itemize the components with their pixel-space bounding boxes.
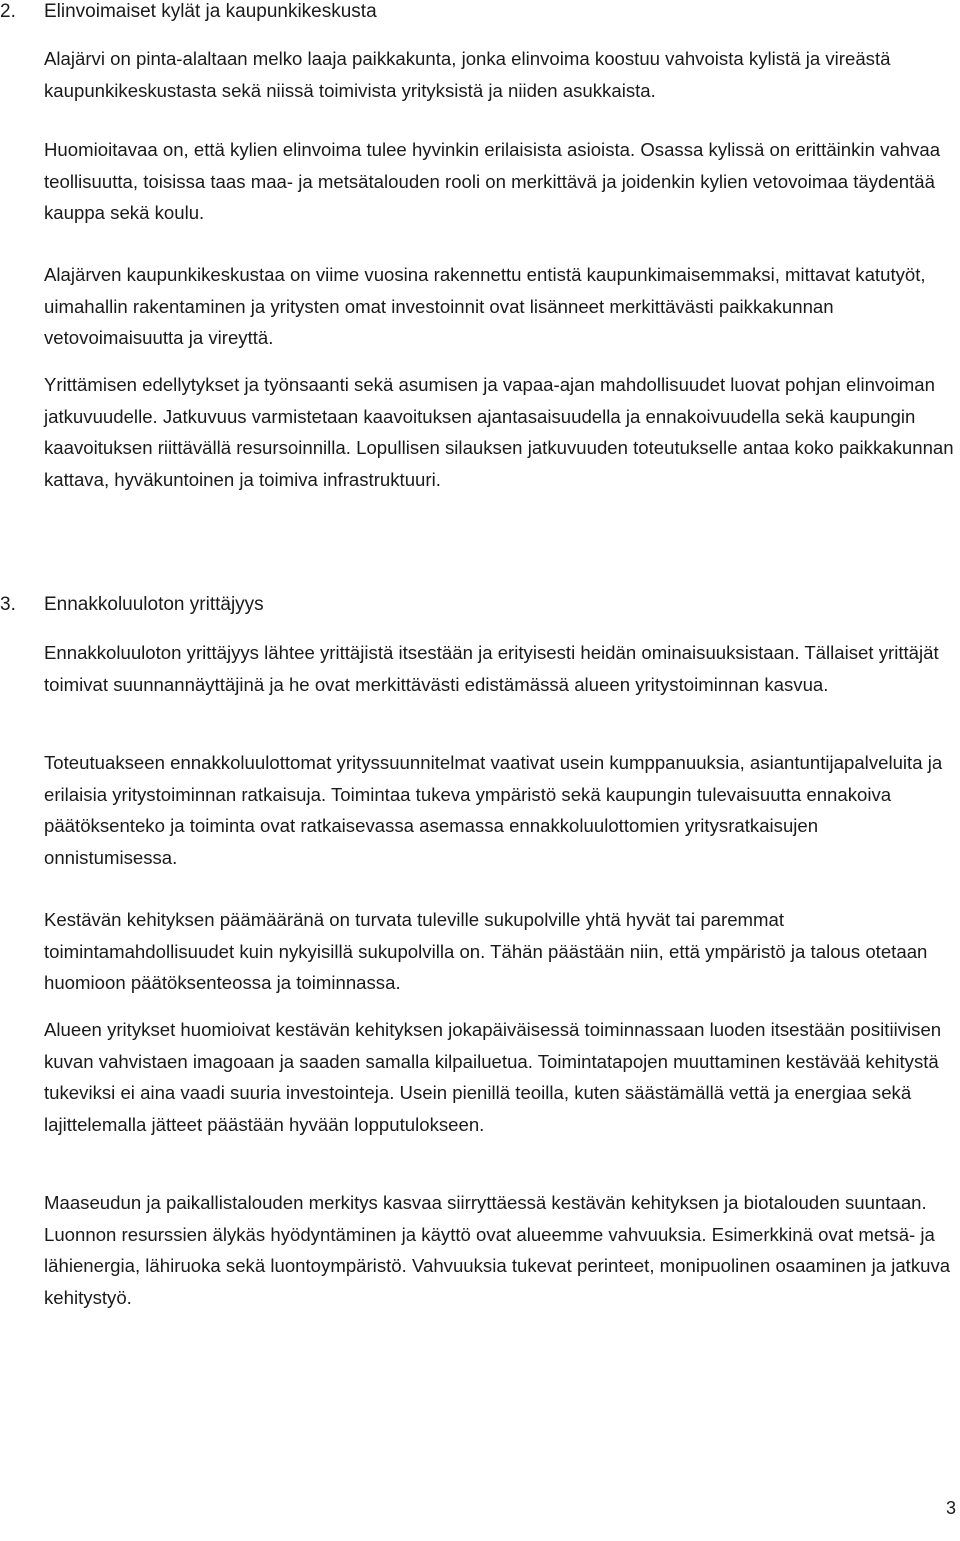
section-3-number: 3. <box>0 594 16 615</box>
section-3-paragraph-1: Ennakkoluuloton yrittäjyys lähtee yrittäjistä itsestään ja erityisesti heidän ominaisuuksistaan. Tällaiset yrittäjät toimivat suunnannäyttäjinä ja he ovat merkittävästi edistämässä alueen yritystoiminnan kasvua. <box>44 642 939 695</box>
section-2-heading <box>0 0 377 24</box>
section-3-paragraph-4: Alueen yritykset huomioivat kestävän kehityksen jokapäiväisessä toiminnassaan luoden itsestään positiivisen kuvan vahvistaen imagoaan ja saaden samalla kilpailuetua. Toimintatapojen muuttaminen kestävää kehitystä tukeviksi ei aina vaadi suuria investointeja. Usein pienillä teoilla, kuten säästämällä vettä ja energiaa sekä lajittelemalla jätteet päästään hyvään lopputulokseen. <box>44 1019 942 1135</box>
section-3-heading <box>0 593 264 617</box>
section-2-paragraph-3: Alajärven kaupunkikeskustaa on viime vuosina rakennettu entistä kaupunkimaisemmaksi, mittavat katutyöt, uimahallin rakentaminen ja yritysten omat investoinnit ovat lisänneet merkittävästi paikkakunnan vetovoimaisuutta ja vireyttä. <box>44 264 926 348</box>
section-3-title: Ennakkoluuloton yrittäjyys <box>44 594 264 615</box>
section-2-number: 2. <box>0 1 16 22</box>
section-2-paragraph-2: Huomioitavaa on, että kylien elinvoima tulee hyvinkin erilaisista asioista. Osassa kylissä on erittäinkin vahvaa teollisuutta, toisissa taas maa- ja metsätalouden rooli on merkittävä ja joidenkin kylien vetovoimaa täydentää kauppa sekä koulu. <box>44 139 941 223</box>
page-number: 3 <box>945 1498 956 1518</box>
section-2-paragraph-4: Yrittämisen edellytykset ja työnsaanti sekä asumisen ja vapaa-ajan mahdollisuudet luovat pohjan elinvoiman jatkuvuudelle. Jatkuvuus varmistetaan kaavoituksen ajantasaisuudella ja ennakoivuudella sekä kaupungin kaavoituksen riittävällä resursoinnilla. Lopullisen silauksen jatkuvuuden toteutukselle antaa koko paikkakunnan kattava, hyväkuntoinen ja toimiva infrastruktuuri. <box>44 374 954 490</box>
section-2-title: Elinvoimaiset kylät ja kaupunkikeskusta <box>44 1 377 22</box>
section-3-paragraph-3: Kestävän kehityksen päämääränä on turvata tuleville sukupolville yhtä hyvät tai paremmat toimintamahdollisuudet kuin nykyisillä sukupolvilla on. Tähän päästään niin, että ympäristö ja talous otetaan huomioon päätöksenteossa ja toiminnassa. <box>44 909 928 993</box>
section-3-paragraph-5: Maaseudun ja paikallistalouden merkitys kasvaa siirryttäessä kestävän kehityksen ja biotalouden suuntaan. Luonnon resurssien älykäs hyödyntäminen ja käyttö ovat alueemme vahvuuksia. Esimerkkinä ovat metsä- ja lähienergia, lähiruoka sekä luontoympäristö. Vahvuuksia tukevat perinteet, monipuolinen osaaminen ja jatkuva kehitystyö. <box>44 1192 951 1308</box>
section-2-paragraph-1: Alajärvi on pinta-alaltaan melko laaja paikkakunta, jonka elinvoima koostuu vahvoista kylistä ja vireästä kaupunkikeskustasta sekä niissä toimivista yrityksistä ja niiden asukkaista. <box>44 48 891 101</box>
section-3-paragraph-2: Toteutuakseen ennakkoluulottomat yrityssuunnitelmat vaativat usein kumppanuuksia, asiantuntijapalveluita ja erilaisia yritystoiminnan ratkaisuja. Toimintaa tukeva ympäristö sekä kaupungin tulevaisuutta ennakoiva päätöksenteko ja toiminta ovat ratkaisevassa asemassa ennakkoluulottomien yritysratkaisujen onnistumisessa. <box>44 752 943 868</box>
